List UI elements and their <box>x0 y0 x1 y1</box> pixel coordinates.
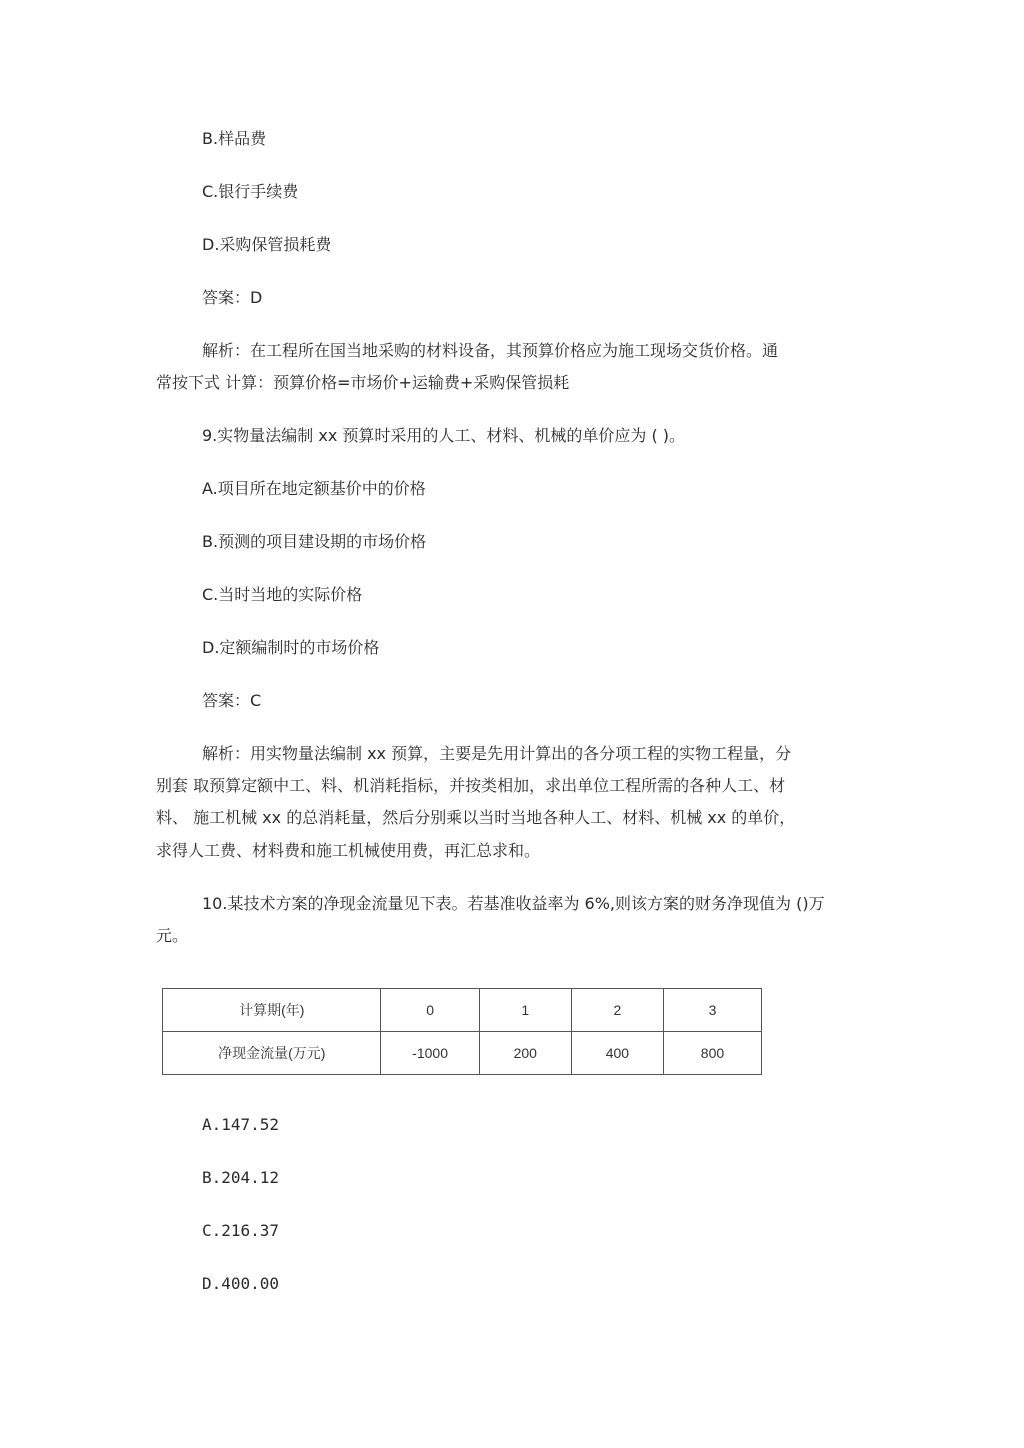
q9-analysis-line-4: 求得人工费、材料费和施工机械使用费，再汇总求和。 <box>156 841 541 860</box>
q9-option-c: C.当时当地的实际价格 <box>202 585 363 604</box>
q10-option-c: C.216.37 <box>202 1221 280 1240</box>
table-cell: 2 <box>571 989 663 1032</box>
table-cell: 0 <box>381 989 479 1032</box>
q9-answer: 答案：C <box>202 691 262 710</box>
q10-question-line-1: 10.某技术方案的净现金流量见下表。若基准收益率为 6%,则该方案的财务净现值为 ()万 <box>202 894 825 913</box>
table-cell: 200 <box>479 1032 571 1075</box>
table-cell: 净现金流量(万元) <box>163 1032 381 1075</box>
table-cell: 800 <box>663 1032 761 1075</box>
table-row <box>163 1032 762 1075</box>
q9-question: 9.实物量法编制 xx 预算时采用的人工、材料、机械的单价应为 ( )。 <box>202 426 686 445</box>
q8-option-c: C.银行手续费 <box>202 182 299 201</box>
table-cell: 1 <box>479 989 571 1032</box>
q9-option-a: A.项目所在地定额基价中的价格 <box>202 479 426 498</box>
q8-analysis-line-1: 解析：在工程所在国当地采购的材料设备，其预算价格应为施工现场交货价格。通 <box>202 341 779 360</box>
q10-question-line-2: 元。 <box>156 926 189 945</box>
q10-option-b: B.204.12 <box>202 1168 280 1187</box>
q9-option-b: B.预测的项目建设期的市场价格 <box>202 532 427 551</box>
table-cell: 计算期(年) <box>163 989 381 1032</box>
q10-option-d: D.400.00 <box>202 1274 280 1293</box>
table-cell: 400 <box>571 1032 663 1075</box>
q9-analysis-line-2: 别套 取预算定额中工、料、机消耗指标，并按类相加，求出单位工程所需的各种人工、材 <box>156 776 786 795</box>
q8-option-d: D.采购保管损耗费 <box>202 235 332 254</box>
q9-analysis-line-3: 料、 施工机械 xx 的总消耗量，然后分别乘以当时当地各种人工、材料、机械 xx 的单价， <box>156 808 796 827</box>
table-cell: 3 <box>663 989 761 1032</box>
q9-analysis-line-1: 解析：用实物量法编制 xx 预算，主要是先用计算出的各分项工程的实物工程量，分 <box>202 744 792 763</box>
q10-option-a: A.147.52 <box>202 1115 280 1134</box>
q8-option-b: B.样品费 <box>202 129 267 148</box>
table-row <box>163 989 762 1032</box>
cash-flow-table <box>162 988 762 1075</box>
q8-analysis-line-2: 常按下式 计算：预算价格=市场价+运输费+采购保管损耗 <box>156 373 570 392</box>
table-cell: -1000 <box>381 1032 479 1075</box>
q9-option-d: D.定额编制时的市场价格 <box>202 638 380 657</box>
q8-answer: 答案：D <box>202 288 263 307</box>
